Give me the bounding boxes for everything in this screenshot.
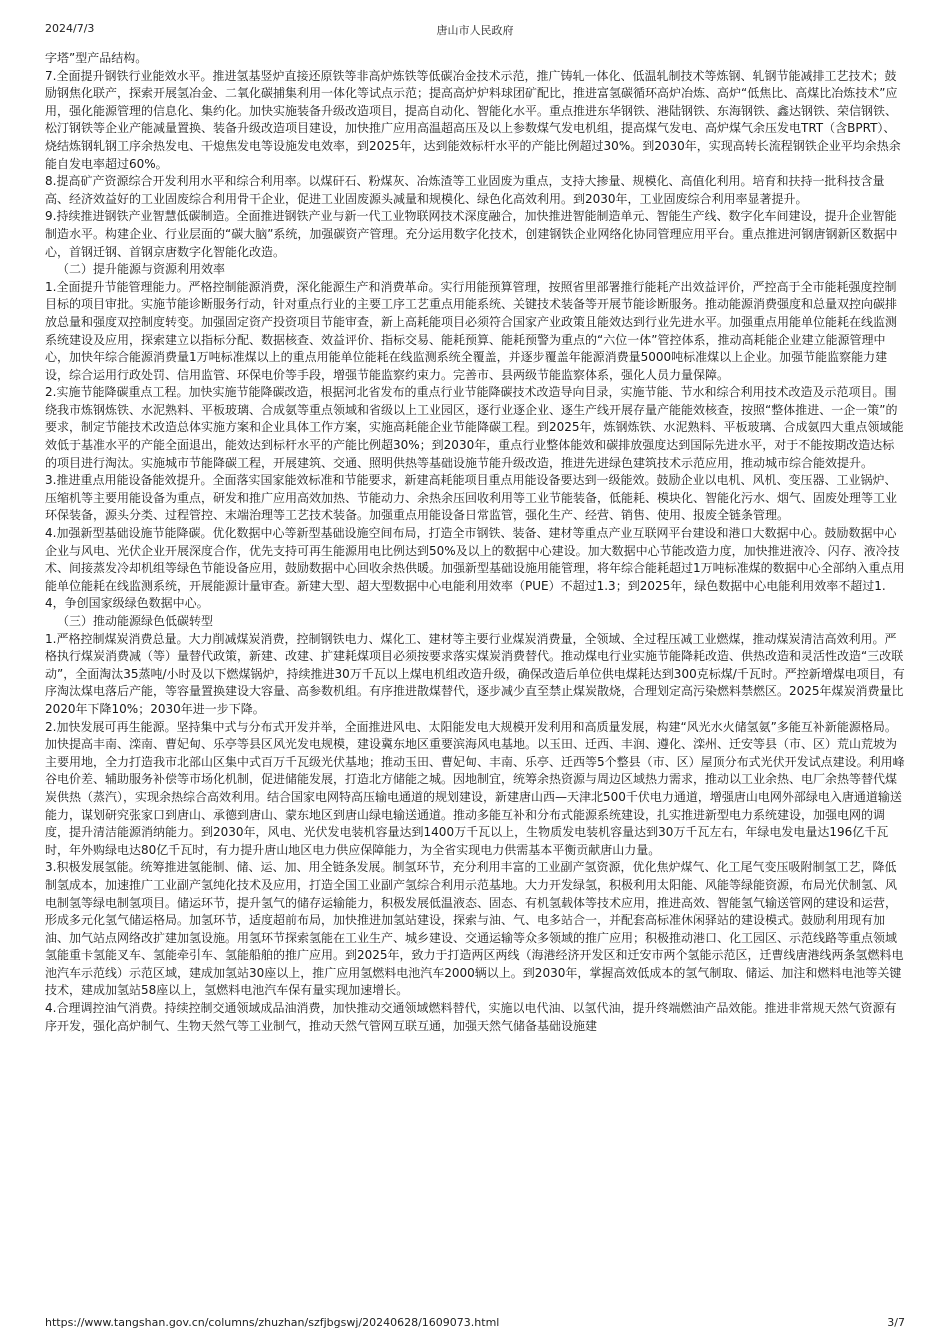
paragraph-item-7: 7.全面提升钢铁行业能效水平。推进氢基竖炉直接还原铁等非高炉炼铁等低碳冶金技术示范，推广铸轧一体化、低温轧制技术等炼钢、轧钢节能减排工艺技术；鼓励钢焦化联产，探索开展氢冶金、二氧化碳捕集利用一体化等试点示范；提高高炉炉料球团矿配比，推进富氢碳循环高炉冶炼、高炉“低焦比、高煤比冶炼技术”应用，强化能源管理的信息化、集约化。加快实施装备升级改造项目，提高自动化、智能化水平。重点推进东华钢铁、港陆钢铁、东海钢铁、鑫达钢铁、荣信钢铁、松汀钢铁等企业产能减量置换、装备升级改造项目建设，加快推广应用高温超高压及以上参数煤气发电机组，提高煤气发电、高炉煤气余压发电TRT（含BPRT）、烧结炼钢轧钢工序余热发电、干熄焦发电等设施发电效率，到2025年，达到能效标杆水平的产能比例超过30%。到2030年，实现高转长流程钢铁企业平均余热余能自发电率超过60%。 (45, 68, 901, 171)
paragraph-2-3: 3.推进重点用能设备能效提升。全面落实国家能效标准和节能要求，新建高耗能项目重点用能设备要达到一级能效。鼓励企业以电机、风机、变压器、工业锅炉、压缩机等主要用能设备为重点，研发和推广应用高效加热、节能动力、余热余压回收利用等工业节能装备，低能耗、模块化、智能化污水、烟气、固废处理等工业环保装备，源头分类、过程管控、末端治理等工艺技术装备。加强重点用能设备日常监管，强化生产、经营、销售、使用、报废全链条管理。 (45, 473, 898, 523)
paragraph-2-1: 1.全面提升节能管理能力。严格控制能源消费，深化能源生产和消费革命。实行用能预算管理，按照省里部署推行能耗产出效益评价，严控高于全市能耗强度控制目标的项目审批。实施节能诊断服务行动，针对重点行业的主要工序工艺重点用能系统、关键技术装备等开展节能诊断服务。推动能源消费强度和总量双控向碳排放总量和强度双控制度转变。加强固定资产投资项目节能审查，新上高耗能项目必须符合国家产业政策且能效达到行业先进水平。加强重点用能单位能耗在线监测系统建设及应用，探索建立以指标分配、数据核查、效益评价、指标交易、能耗预算、能耗预警为重点的“六位一体”管控体系，推动高耗能企业建立能源管理中心，加快年综合能源消费量1万吨标准煤以上的重点用能单位能耗在线监测系统全覆盖，并逐步覆盖年能源消费量5000吨标准煤以上企业。加强节能监察能力建设，综合运用行政处罚、信用监管、环保电价等手段，增强节能监察约束力。完善市、县两级节能监察体系，强化人员力量保障。 (45, 279, 898, 382)
page-url: https://www.tangshan.gov.cn/columns/zhuzhan/szfjbgswj/20240628/1609073.html (45, 1316, 500, 1329)
article-body (45, 50, 905, 1035)
page-number: 3/7 (887, 1316, 905, 1329)
paragraph-3-3: 3.积极发展氢能。统筹推进氢能制、储、运、加、用全链条发展。制氢环节，充分利用丰富的工业副产氢资源，优化焦炉煤气、化工尾气变压吸附制氢工艺，降低制氢成本，加速推广工业副产氢纯化技术及应用，打造全国工业副产氢综合利用示范基地。大力开发绿氢，积极利用太阳能、风能等绿能资源，布局光伏制氢、风电制氢等绿电制氢项目。储运环节，提升氢气的储存运输能力，积极发展低温液态、固态、有机氢载体等技术应用，推进高效、智能氢气输送管网的建设和运营，形成多元化氢气储运格局。加氢环节，适度超前布局，加快推进加氢站建设，探索与油、气、电多站合一，并配套高标准休闲驿站的建设模式。鼓励利用现有加油、加气站点网络改扩建加氢设施。用氢环节探索氢能在工业生产、城乡建设、交通运输等众多领域的推广应用；积极推动港口、化工园区、示范线路等重点领域氢能重卡氢能叉车、氢能牵引车、氢能船舶的推广应用。到2025年，致力于打造两区两线（海港经济开发区和迁安市两个氢能示范区，迁曹线唐港线两条氢燃料电池汽车示范线）示范区域，建成加氢站30座以上，推广应用氢燃料电池汽车2000辆以上。到2030年，掌握高效低成本的氢气制取、储运、加注和燃料电池等关键技术，建成加氢站58座以上，氢燃料电池汽车保有量实现加速增长。 (45, 860, 904, 998)
site-title: 唐山市人民政府 (436, 24, 514, 37)
section-heading-3: （三）推动能源绿色低碳转型 (57, 614, 214, 628)
section-heading-2: （二）提升能源与资源利用效率 (57, 262, 226, 277)
paragraph-2-4: 4.加强新型基础设施节能降碳。优化数据中心等新型基础设施空间布局，打造全市钢铁、装备、建材等重点产业互联网平台建设和港口大数据中心。鼓励数据中心企业与风电、光伏企业开展深度合作，优先支持可再生能源用电比例达到50%及以上的数据中心建设。加大数据中心节能改造力度，加快推进液冷、闪存、液冷技术、间接蒸发冷却机组等绿色节能设备应用，鼓励数据中心回收余热供暖。加强新型基础设施用能管理，将年综合能耗超过1万吨标准煤的数据中心全部纳入重点用能单位能耗在线监测系统，开展能源计量审查。新建大型、超大型数据中心电能利用效率（PUE）不超过1.3；到2025年，绿色数据中心电能利用效率不超过1.4，争创国家级绿色数据中心。 (45, 526, 905, 611)
print-footer (45, 1316, 905, 1332)
paragraph-3-4: 4.合理调控油气消费。持续控制交通领域成品油消费，加快推动交通领域燃料替代，实施以电代油、以氢代油，提升终端燃油产品效能。推进非常规天然气资源有序开发，强化高炉制气、生物天然气等工业制气，推动天然气管网互联互通，加强天然气储备基础设施建 (45, 1001, 897, 1033)
paragraph-item-9: 9.持续推进钢铁产业智慧低碳制造。全面推进钢铁产业与新一代工业物联网技术深度融合，加快推进智能制造单元、智能生产线、数字化车间建设，提升企业智能制造水平。构建企业、行业层面的“碳大脑”系统，加强碳资产管理。充分运用数字化技术，创建钢铁企业网络化协同管理应用平台。重点推进河钢唐钢新区数据中心，首钢迁钢、首钢京唐数字化智能化改造。 (45, 209, 898, 259)
paragraph-item-8: 8.提高矿产资源综合开发利用水平和综合利用率。以煤矸石、粉煤灰、冶炼渣等工业固废为重点，支持大掺量、规模化、高值化利用。培育和扶持一批科技含量高、经济效益好的工业固废综合利用骨干企业，促进工业固废源头减量和规模化、绿色化高效利用。到2030年，工业固废综合利用率显著提升。 (45, 174, 885, 206)
paragraph-continuation: 字塔”型产品结构。 (45, 51, 148, 65)
paragraph-2-2: 2.实施节能降碳重点工程。加快实施节能降碳改造，根据河北省发布的重点行业节能降碳技术改造导向目录，实施节能、节水和综合利用技术改造及示范项目。围绕我市炼钢炼铁、水泥熟料、平板玻璃、合成氨等重点领域和省级以上工业园区，逐行业逐企业、逐生产线开展存量产能能效核查，按照“整体推进、一企一策”的要求，制定节能技术改造总体实施方案和企业具体工作方案，实施高耗能企业节能降碳工程。到2025年，炼钢炼铁、水泥熟料、平板玻璃、合成氨四大重点领域能效低于基准水平的产能全面退出，能效达到标杆水平的产能比例超30%；到2030年，重点行业整体能效和碳排放强度达到国际先进水平，对于不能按期改造达标的项目进行淘汰。实施城市节能降碳工程，开展建筑、交通、照明供热等基础设施节能升级改造，推进先进绿色建筑技术示范应用，推动城市综合能效提升。 (45, 385, 904, 470)
paragraph-3-2: 2.加快发展可再生能源。坚持集中式与分布式开发并举，全面推进风电、太阳能发电大规模开发利用和高质量发展，构建“风光水火储氢氨”多能互补新能源格局。加快提高丰南、滦南、曹妃甸、乐亭等县区风光发电规模，建设冀东地区重要滨海风电基地。以玉田、迁西、丰润、遵化、滦州、迁安等县（市、区）荒山荒坡为主要用地，全力打造我市北部山区集中式百万千瓦级光伏基地；推动玉田、曹妃甸、丰南、乐亭、迁西等5个整县（市、区）屋顶分布式光伏开发试点建设。利用峰谷电价差、辅助服务补偿等市场化机制，促进储能发展，打造北方储能之城。因地制宜，统筹余热资源与周边区域热力需求，推动以工业余热、电厂余热等替代煤炭供热（蒸汽），实现余热综合高效利用。结合国家电网特高压输电通道的规划建设，新建唐山西—天津北500千伏电力通道，增强唐山电网外部绿电入唐通道输送能力，谋划研究张家口到唐山、承德到唐山、蒙东地区到唐山绿电输送通道。推动多能互补和分布式能源系统建设，扎实推进新型电力系统建设，加强电网的调度，提升清洁能源消纳能力。到2030年，风电、光伏发电装机容量达到1400万千瓦以上，生物质发电装机容量达到30万千瓦左右，年绿电发电量达196亿千瓦时，年外购绿电达80亿千瓦时，有力提升唐山地区电力供应保障能力，为全省实现电力供需基本平衡贡献唐山力量。 (45, 719, 905, 857)
print-date: 2024/7/3 (45, 22, 95, 35)
paragraph-3-1: 1.严格控制煤炭消费总量。大力削减煤炭消费，控制钢铁电力、煤化工、建材等主要行业煤炭消费量，全领域、全过程压减工业燃煤，推动煤炭清洁高效利用。严格执行煤炭消费减（等）量替代政策，新建、改建、扩建耗煤项目必须按要求落实煤炭消费替代。推动煤电行业实施节能降耗改造、供热改造和灵活性改造“三改联动”，全面淘汰35蒸吨/小时及以下燃煤锅炉，持续推进30万千瓦以上煤电机组改造升级，确保改造后单位供电煤耗达到300克标煤/千瓦时。严控新增煤电项目，有序淘汰煤电落后产能，等容量置换建设大容量、高参数机组。有序推进散煤替代，逐步减少直至禁止煤炭散烧，合理划定高污染燃料禁燃区。2025年煤炭消费量比2020年下降10%；2030年进一步下降。 (45, 631, 905, 716)
print-header (45, 22, 905, 38)
